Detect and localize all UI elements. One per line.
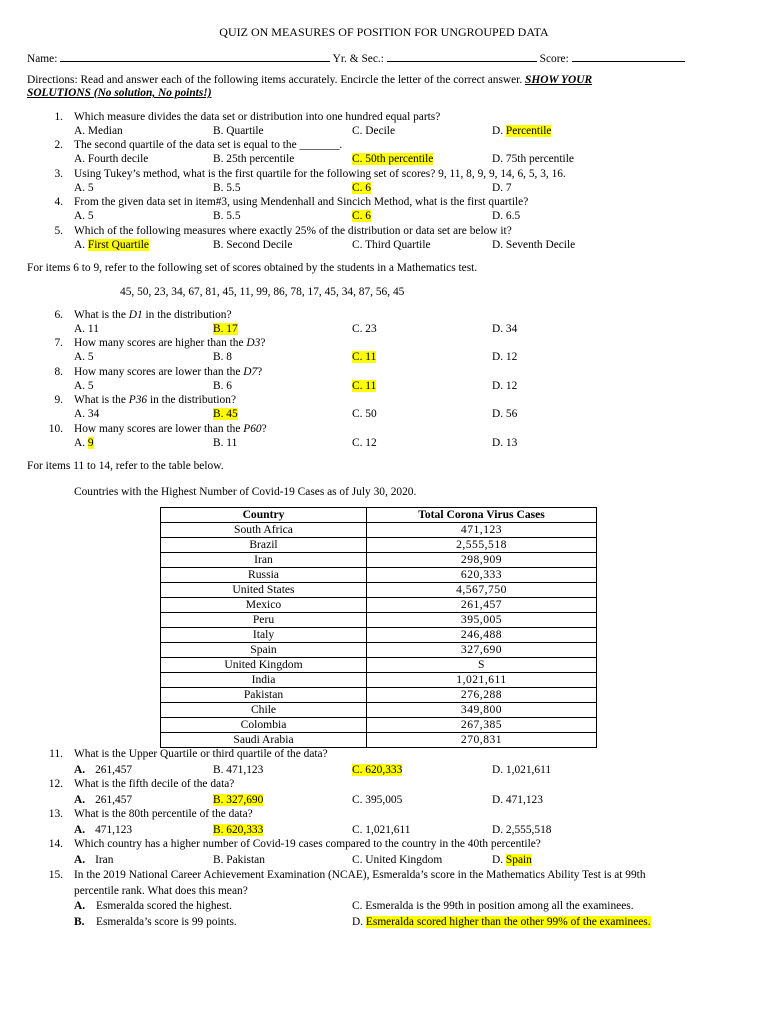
option-a-letter: A. [74, 824, 86, 836]
directions-emphasis-1: SHOW YOUR [525, 74, 593, 86]
option-b-text: B. Quartile [213, 125, 264, 137]
option-a-text: A. 5 [74, 210, 94, 223]
cell-country: Saudi Arabia [161, 733, 367, 748]
cell-cases: 267,385 [367, 718, 597, 733]
option-d[interactable] [492, 239, 575, 251]
table-row [161, 688, 597, 703]
option-c-answer-highlight: C. 6 [352, 181, 371, 194]
item-number: 5. [54, 224, 63, 237]
question-text-part: ? [257, 365, 263, 378]
option-b-text: B. 5.5 [213, 210, 241, 223]
item-number: 8. [54, 365, 63, 378]
option-a-text: A. 5 [74, 181, 94, 194]
covid-cases-table [160, 507, 597, 748]
option-b-text: B. 471,123 [213, 764, 264, 776]
score-label: Score: [539, 53, 569, 65]
option-b-answer-highlight: B. 45 [213, 408, 238, 421]
question-text [74, 394, 236, 406]
option-d[interactable] [492, 351, 517, 363]
cell-cases: 270,831 [367, 733, 597, 748]
option-a[interactable]: Esmeralda scored the highest. [96, 900, 233, 912]
option-d[interactable] [492, 408, 517, 420]
name-field[interactable] [60, 50, 330, 62]
table-row [161, 643, 597, 658]
cell-cases: 298,909 [367, 553, 597, 568]
table-header-row [161, 508, 597, 523]
option-c[interactable] [352, 210, 371, 222]
option-d-letter: D. [352, 916, 366, 928]
question-text-part: ? [260, 337, 266, 350]
option-d-text: D. 56 [492, 408, 518, 421]
option-b-answer-highlight: B. 620,333 [213, 824, 264, 836]
directions [27, 74, 592, 86]
option-c[interactable] [352, 239, 431, 251]
option-a[interactable] [74, 854, 113, 866]
cell-cases: 276,288 [367, 688, 597, 703]
question-text: The second quartile of the data set is equal to the _______. [74, 139, 343, 152]
option-a-text: A. Fourth decile [74, 153, 149, 166]
table-row [161, 703, 597, 718]
question-symbol: D3 [246, 337, 261, 350]
option-d-text: D. 34 [492, 323, 518, 335]
option-a-text: 261,457 [95, 764, 133, 776]
question-text-part: ? [261, 422, 267, 435]
option-c-text: C. 1,021,611 [352, 824, 411, 836]
option-c[interactable] [352, 351, 376, 363]
option-d-answer-highlight: Spain [505, 854, 532, 866]
option-b[interactable] [213, 437, 237, 449]
question-text-cont: percentile rank. What does this mean? [74, 885, 248, 897]
option-d-letter: D. [492, 125, 506, 137]
table-row [161, 538, 597, 553]
question-text-part: How many scores are lower than the [74, 365, 244, 378]
option-d[interactable] [492, 380, 517, 392]
option-d[interactable] [492, 125, 551, 137]
cell-country: South Africa [161, 523, 367, 538]
option-b[interactable] [213, 125, 264, 137]
option-b-text: B. Second Decile [213, 238, 293, 251]
option-a[interactable] [74, 408, 99, 420]
option-d-letter: D. [492, 854, 506, 866]
table-row [161, 718, 597, 733]
option-d[interactable] [492, 794, 543, 806]
item-number: 6. [54, 309, 63, 321]
question-symbol: D1 [128, 309, 143, 321]
header-country: Country [161, 508, 367, 523]
question-text-part: How many scores are higher than the [74, 337, 247, 350]
name-row [27, 50, 685, 65]
question-text [74, 423, 267, 435]
item-number: 1. [54, 111, 63, 123]
option-b[interactable] [213, 323, 238, 335]
option-b[interactable] [213, 153, 294, 165]
option-a[interactable] [74, 380, 94, 392]
option-d-text: D. 6.5 [492, 210, 521, 223]
score-field[interactable] [572, 50, 685, 62]
option-b[interactable] [213, 408, 238, 420]
option-a[interactable] [74, 351, 94, 363]
option-d-text: D. 75th percentile [492, 153, 574, 166]
question-text: From the given data set in item#3, using Mendenhall and Sincich Method, what is the first quartile? [74, 196, 529, 209]
cell-country: Colombia [161, 718, 367, 733]
table-row [161, 733, 597, 748]
table-row [161, 613, 597, 628]
option-c-text: C. United Kingdom [352, 854, 443, 866]
option-d-answer-highlight: Percentile [505, 125, 552, 137]
question-text-part: What is the [74, 394, 129, 407]
item-number: 9. [54, 394, 63, 407]
item-number: 7. [54, 337, 63, 350]
cell-country: Italy [161, 628, 367, 643]
cell-country: Spain [161, 643, 367, 658]
option-b-text: B. 25th percentile [213, 153, 295, 166]
option-d-text: D. Seventh Decile [492, 238, 576, 251]
table-row [161, 598, 597, 613]
option-a[interactable] [74, 764, 132, 776]
option-b[interactable] [213, 210, 241, 222]
option-c[interactable] [352, 408, 377, 420]
table-row [161, 523, 597, 538]
option-d-text: D. 12 [492, 379, 518, 392]
option-d[interactable] [492, 210, 520, 222]
question-text: Which country has a higher number of Covid-19 cases compared to the country in the 40th percentile? [74, 838, 541, 850]
option-b-letter[interactable]: B. [74, 916, 85, 928]
option-a[interactable] [74, 210, 94, 222]
option-d[interactable] [492, 824, 551, 836]
option-a-letter: A. [74, 238, 88, 251]
option-d[interactable] [492, 182, 512, 194]
option-d[interactable] [492, 153, 574, 165]
table-caption: Countries with the Highest Number of Covid-19 Cases as of July 30, 2020. [74, 486, 417, 498]
table-row [161, 658, 597, 673]
option-b-text: B. Pakistan [213, 854, 265, 866]
option-b-text: B. 5.5 [213, 181, 241, 194]
option-c-text: C. 23 [352, 323, 377, 335]
option-a-text: A. 34 [74, 408, 100, 421]
option-c[interactable]: C. Esmeralda is the 99th in position among all the examinees. [352, 900, 634, 912]
option-a-letter[interactable]: A. [74, 900, 86, 912]
option-a[interactable] [74, 153, 148, 165]
cell-country: Iran [161, 553, 367, 568]
option-c[interactable] [352, 182, 371, 194]
option-a[interactable] [74, 182, 94, 194]
question-text-part: in the distribution? [142, 309, 232, 321]
option-b[interactable] [213, 380, 232, 392]
option-d-answer-highlight: Esmeralda scored higher than the other 99% of the examinees. [365, 916, 651, 928]
question-text: What is the Upper Quartile or third quartile of the data? [74, 748, 328, 760]
option-d-text: D. 7 [492, 181, 512, 194]
option-b[interactable] [213, 239, 292, 251]
question-text: Which of the following measures where exactly 25% of the distribution or data set are below it? [74, 224, 512, 237]
option-a-answer-highlight: 9 [87, 436, 94, 449]
question-text [74, 366, 262, 378]
item-number: 4. [54, 196, 63, 209]
option-c[interactable] [352, 153, 433, 165]
name-label: Name: [27, 53, 58, 65]
cell-cases: 327,690 [367, 643, 597, 658]
item-number: 14. [48, 838, 63, 850]
option-a[interactable] [74, 323, 99, 335]
option-a[interactable] [74, 125, 123, 137]
option-c-answer-highlight: C. 50th percentile [352, 153, 434, 166]
option-d-text: D. 2,555,518 [492, 824, 552, 836]
option-c-answer-highlight: C. 11 [352, 379, 377, 392]
option-b[interactable] [213, 351, 232, 363]
option-c-answer-highlight: C. 6 [352, 210, 371, 223]
cell-cases: 246,488 [367, 628, 597, 643]
cell-cases: 261,457 [367, 598, 597, 613]
cell-country: India [161, 673, 367, 688]
option-c[interactable] [352, 125, 395, 137]
header-cases: Total Corona Virus Cases [367, 508, 597, 523]
option-c[interactable] [352, 380, 376, 392]
question-text [74, 337, 265, 349]
question-text [74, 309, 232, 321]
cell-country: Peru [161, 613, 367, 628]
option-c-text: C. 395,005 [352, 794, 403, 806]
cell-country: Russia [161, 568, 367, 583]
option-d-text: D. 471,123 [492, 794, 543, 806]
option-a-text: A. Median [74, 125, 123, 137]
option-a-text: A. 5 [74, 351, 94, 364]
score-set: 45, 50, 23, 34, 67, 81, 45, 11, 99, 86, 78, 17, 45, 34, 87, 56, 45 [120, 286, 405, 298]
option-c[interactable] [352, 437, 377, 449]
option-c-text: C. Third Quartile [352, 238, 431, 251]
cell-cases: 349,800 [367, 703, 597, 718]
question-text: Using Tukey’s method, what is the first quartile for the following set of scores? 9, 11, 8, 9, 9, 14, 6, 5, 3, 16. [74, 167, 566, 180]
option-a-letter: A. [74, 764, 86, 776]
option-b[interactable] [213, 824, 263, 836]
option-a[interactable] [74, 794, 132, 806]
option-d[interactable] [352, 916, 651, 928]
option-d-text: D. 12 [492, 351, 518, 364]
table-row [161, 553, 597, 568]
question-text-part: What is the [74, 309, 129, 321]
question-text-part: How many scores are lower than the [74, 422, 244, 435]
cell-country: Mexico [161, 598, 367, 613]
cell-cases: 2,555,518 [367, 538, 597, 553]
option-c[interactable] [352, 854, 442, 866]
option-a[interactable] [74, 239, 149, 251]
cell-country: Brazil [161, 538, 367, 553]
table-row [161, 583, 597, 598]
item-number: 12. [48, 778, 63, 790]
option-b[interactable] [213, 854, 265, 866]
option-a-letter: A. [74, 794, 86, 806]
question-text: Which measure divides the data set or distribution into one hundred equal parts? [74, 111, 441, 123]
question-text: What is the 80th percentile of the data? [74, 808, 253, 820]
option-c[interactable] [352, 824, 410, 836]
item-number: 13. [48, 808, 63, 820]
option-d[interactable] [492, 764, 551, 776]
option-b-answer-highlight: B. 17 [213, 323, 238, 335]
cell-cases: 471,123 [367, 523, 597, 538]
table-row [161, 673, 597, 688]
option-c-text: C. Decile [352, 125, 396, 137]
option-a[interactable] [74, 437, 94, 449]
option-a-text: 471,123 [95, 824, 133, 836]
option-a-text: 261,457 [95, 794, 133, 806]
option-c[interactable] [352, 323, 377, 335]
option-a-text: A. 11 [74, 323, 99, 335]
option-b-text: B. 11 [213, 436, 238, 449]
option-d[interactable] [492, 323, 517, 335]
option-b-text: B. 6 [213, 379, 232, 392]
page-title: QUIZ ON MEASURES OF POSITION FOR UNGROUPED DATA [219, 25, 549, 39]
option-a-text: A. 5 [74, 379, 94, 392]
instruction-items-11-14: For items 11 to 14, refer to the table below. [27, 460, 224, 472]
option-a-letter: A. [74, 436, 88, 449]
option-d-text: D. 13 [492, 436, 518, 449]
yr-sec-label: Yr. & Sec.: [332, 53, 384, 65]
option-c-text: C. 50 [352, 408, 377, 421]
item-number: 10. [48, 422, 63, 435]
directions-emphasis-2: SOLUTIONS (No solution, No points!) [27, 87, 212, 99]
option-a[interactable] [74, 824, 132, 836]
question-text-part: in the distribution? [147, 394, 236, 407]
cell-cases: S [367, 658, 597, 673]
option-c[interactable] [352, 794, 402, 806]
option-c-answer-highlight: C. 620,333 [352, 764, 403, 776]
yr-sec-field[interactable] [387, 50, 537, 62]
question-symbol: P36 [128, 394, 148, 407]
option-b[interactable] [213, 794, 263, 806]
option-b-answer-highlight: B. 327,690 [213, 794, 264, 806]
option-a-answer-highlight: First Quartile [87, 238, 149, 251]
cell-cases: 4,567,750 [367, 583, 597, 598]
question-text: What is the fifth decile of the data? [74, 778, 235, 790]
directions-text: Directions: Read and answer each of the following items accurately. Encircle the letter of the correct answer. [27, 74, 523, 86]
table-row [161, 628, 597, 643]
option-a-text: Iran [95, 854, 114, 866]
option-b[interactable] [213, 764, 263, 776]
option-b[interactable] [213, 182, 241, 194]
option-d[interactable] [492, 854, 532, 866]
option-c-answer-highlight: C. 11 [352, 351, 377, 364]
cell-cases: 1,021,611 [367, 673, 597, 688]
option-b-text: B. 8 [213, 351, 232, 364]
question-symbol: P60 [243, 422, 262, 435]
cell-country: United Kingdom [161, 658, 367, 673]
item-number: 11. [49, 748, 63, 760]
item-number: 15. [48, 869, 63, 881]
instruction-items-6-9: For items 6 to 9, refer to the following set of scores obtained by the students in a Mathematics test. [27, 262, 478, 274]
option-c-text: C. 12 [352, 436, 377, 449]
option-c[interactable] [352, 764, 402, 776]
cell-country: United States [161, 583, 367, 598]
option-a-letter: A. [74, 854, 86, 866]
item-number: 3. [54, 167, 63, 180]
cell-country: Pakistan [161, 688, 367, 703]
table-row [161, 568, 597, 583]
option-b[interactable]: Esmeralda’s score is 99 points. [96, 916, 237, 928]
item-number: 2. [54, 139, 63, 152]
question-text: In the 2019 National Career Achievement Examination (NCAE), Esmeralda’s score in the Mathematics Ability Test is at 99th [74, 869, 646, 881]
cell-cases: 620,333 [367, 568, 597, 583]
option-d-text: D. 1,021,611 [492, 764, 552, 776]
question-symbol: D7 [243, 365, 258, 378]
option-d[interactable] [492, 437, 517, 449]
cell-country: Chile [161, 703, 367, 718]
cell-cases: 395,005 [367, 613, 597, 628]
